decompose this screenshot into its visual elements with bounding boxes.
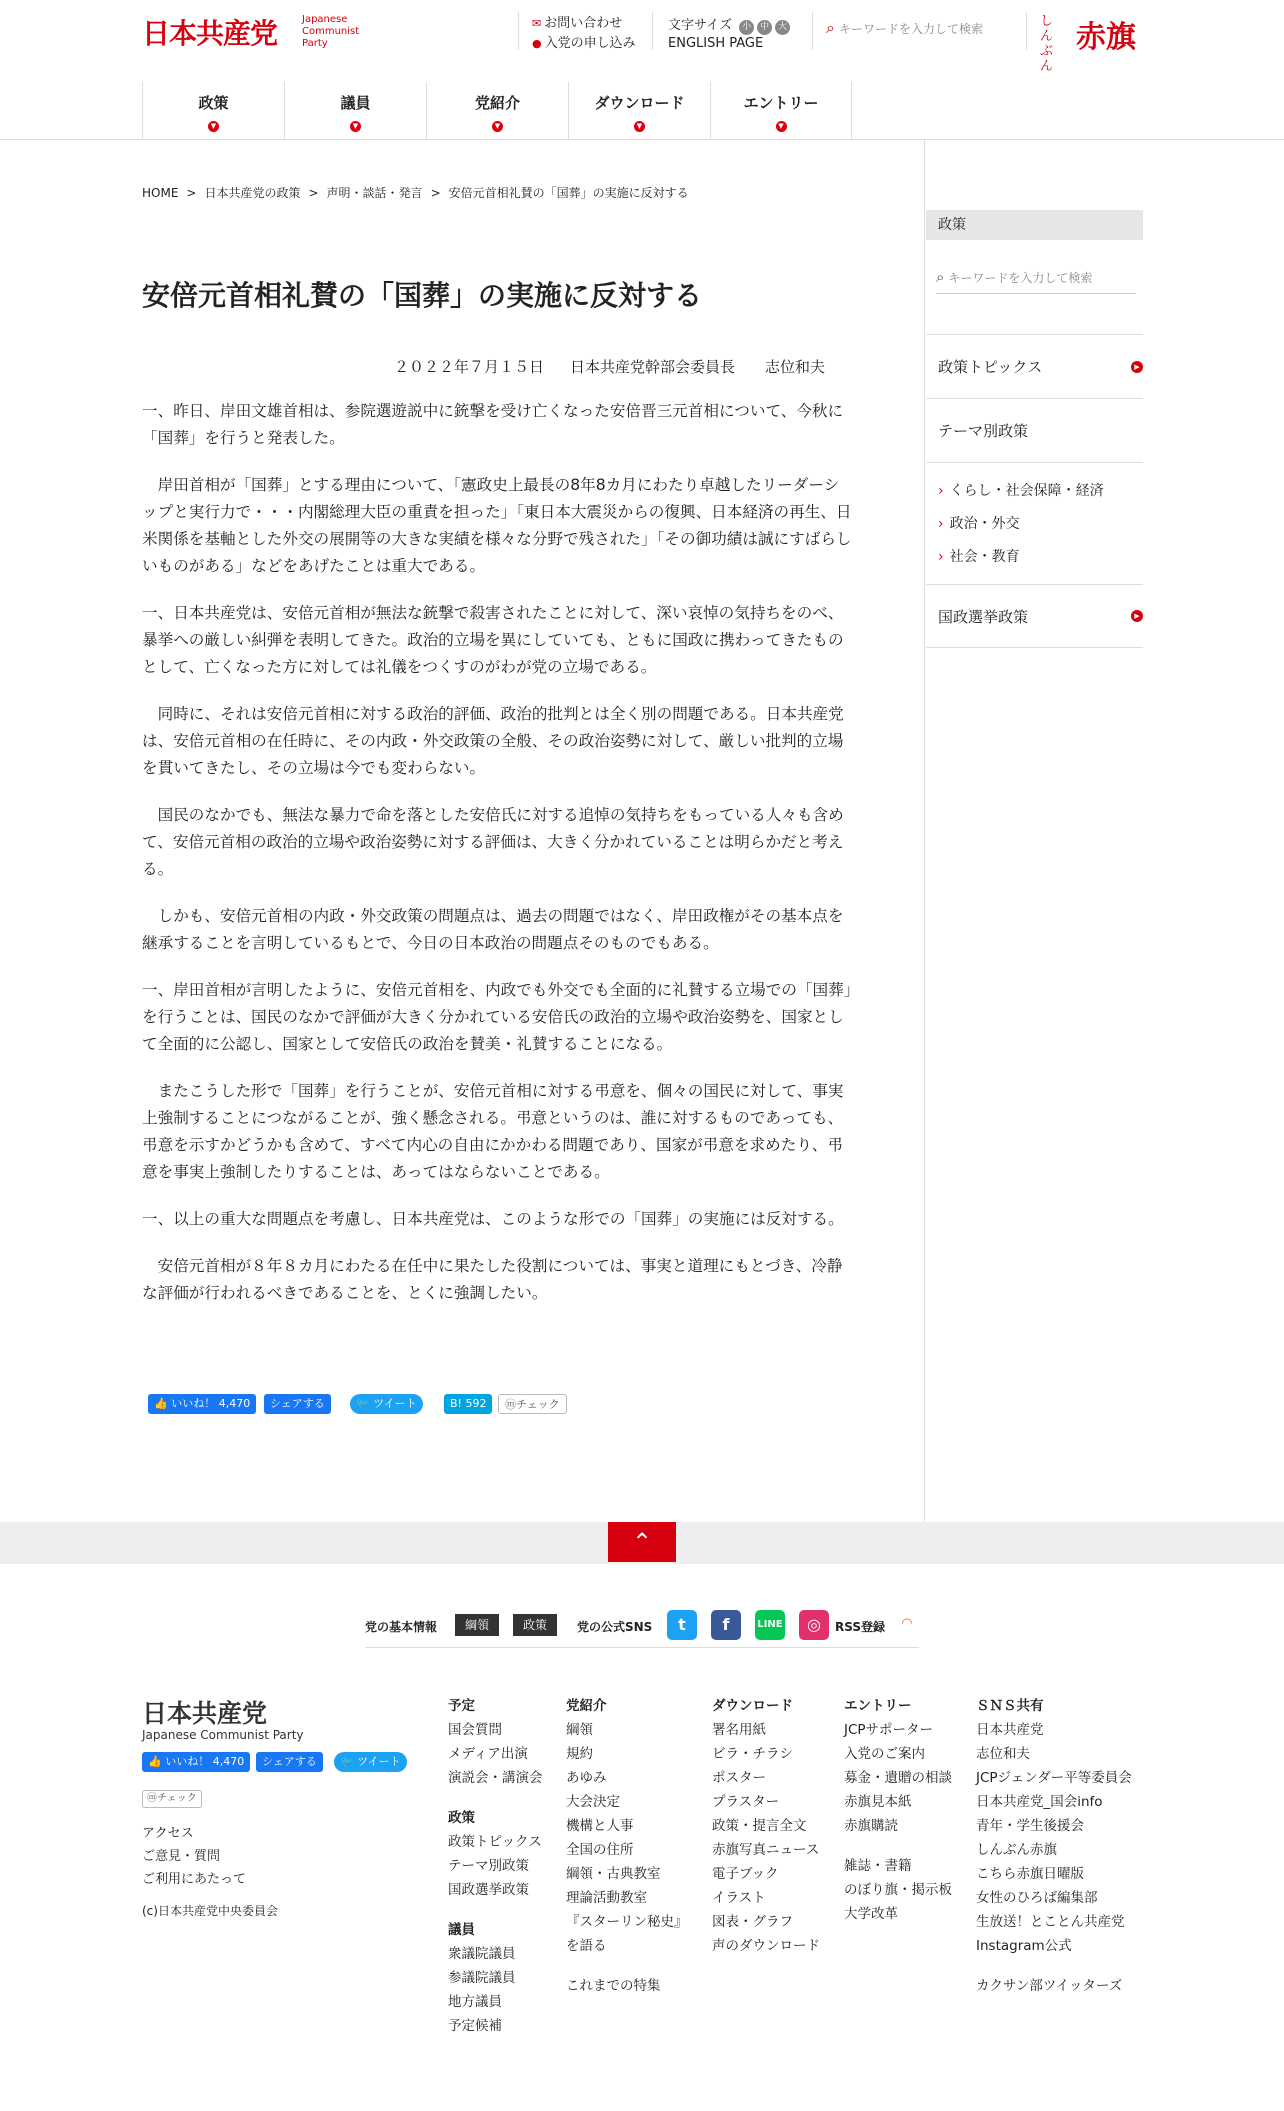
facebook-icon[interactable]: f	[711, 1610, 741, 1640]
footer-link[interactable]: プラスター	[712, 1794, 780, 1810]
copyright: (c)日本共産党中央委員会	[142, 1904, 278, 1918]
footer-link[interactable]: 大学改革	[844, 1906, 898, 1922]
footer-link[interactable]: イラスト	[712, 1890, 766, 1906]
footer-link[interactable]: 雑誌・書籍	[844, 1858, 912, 1874]
sidebar-heading: 政策	[926, 210, 1143, 240]
article-body	[142, 398, 852, 1327]
footer-link[interactable]: 国政選挙政策	[448, 1882, 529, 1898]
sidebar-item-theme[interactable]: テーマ別政策	[926, 398, 1143, 462]
footer-link[interactable]: テーマ別政策	[448, 1858, 529, 1874]
paragraph: またこうした形で「国葬」を行うことが、安倍元首相に対する弔意を、個々の国民に対して、事実上強制することにつながることが、強く懸念される。弔意というのは、誰に対するものであっても、弔意を示すかどうかも含めて、すべて内心の自由にかかわる問題であり、国家が弔意を求めたり、弔意を事実上強制したりすることは、あってはならないことである。	[142, 1082, 844, 1181]
font-size-medium-button[interactable]: 中	[757, 20, 772, 35]
footer-tweet-button[interactable]: 🐦 ツイート	[334, 1752, 407, 1772]
footer-link[interactable]: 赤旗購読	[844, 1818, 898, 1834]
footer-link[interactable]: 参議院議員	[448, 1970, 516, 1986]
footer-link[interactable]: 志位和夫	[976, 1746, 1030, 1762]
terms-link[interactable]: ご利用にあたって	[142, 1872, 247, 1887]
footer-link[interactable]: 日本共産党	[976, 1722, 1044, 1738]
footer-logo[interactable]: 日本共産党	[142, 1699, 268, 1728]
footer-link[interactable]: カクサン部ツイッターズ	[976, 1978, 1123, 1994]
policy-link[interactable]: 政策	[513, 1614, 557, 1636]
footer-link[interactable]: 赤旗写真ニュース	[712, 1842, 820, 1858]
sidebar-subitem-life[interactable]: › くらし・社会保障・経済	[938, 483, 1104, 499]
mixi-icon: ⓜ	[147, 1793, 157, 1804]
chevron-down-icon: ▼	[208, 121, 219, 132]
mixi-check-button[interactable]: ⓜチェック	[498, 1394, 567, 1414]
footer-link[interactable]: のぼり旗・掲示板	[844, 1882, 952, 1898]
footer-link[interactable]: これまでの特集	[566, 1978, 661, 1994]
nav-item-about[interactable]: 党紹介 ▼	[426, 82, 568, 140]
instagram-icon[interactable]: ◎	[799, 1610, 829, 1640]
footer-link[interactable]: 図表・グラフ	[712, 1914, 793, 1930]
sidebar-item-topics[interactable]: 政策トピックス ▶	[926, 334, 1143, 398]
mixi-icon: ⓜ	[505, 1398, 516, 1411]
site-header: 日本共産党 Japanese Communist Party ✉ お問い合わせ ● 入党の申し込み 文字サイズ 小 中 大 ENGLISH PAGE ⌕ キーワードを入力して検索 しん ぶん 赤旗 政策 ▼ 議員 ▼ 党紹介 ▼ ダウンロード ▼ エントリー ▼	[0, 0, 1284, 140]
paragraph: 一、以上の重大な問題点を考慮し、日本共産党は、このような形での「国葬」の実施には反対する。	[142, 1210, 844, 1228]
paragraph: 岸田首相が「国葬」とする理由について、「憲政史上最長の8年8カ月にわたり卓越したリーダーシップと実行力で・・・内閣総理大臣の重責を担った」「東日本大震災からの復興、日本経済の再生、日米関係を基軸とした外交の展開等の大きな実績を様々な分野で残された」「その御功績は誠にすばらしいものがある」などをあげたことは重大である。	[142, 476, 852, 575]
main-nav	[142, 82, 852, 140]
search-icon: ⌕	[826, 18, 835, 37]
rss-icon[interactable]: ◠	[897, 1614, 917, 1634]
footer-links	[142, 1822, 246, 1891]
footer-link[interactable]: Instagram公式	[976, 1938, 1072, 1954]
footer-link[interactable]: JCPサポーター	[844, 1722, 934, 1738]
footer-link[interactable]: 赤旗見本紙	[844, 1794, 912, 1810]
footer-like-button[interactable]: 👍 いいね！ 4,470	[142, 1752, 250, 1772]
chevron-down-icon: ▼	[634, 121, 645, 132]
facebook-share-button[interactable]: シェアする	[264, 1394, 331, 1414]
footer-link[interactable]: 入党のご案内	[844, 1746, 925, 1762]
footer-link[interactable]: メディア出演	[448, 1746, 528, 1762]
access-link[interactable]: アクセス	[142, 1826, 194, 1841]
search-icon: ⌕	[936, 268, 945, 286]
footer-link[interactable]: JCPジェンダー平等委員会	[976, 1770, 1132, 1786]
footer-link[interactable]: 理論活動教室	[566, 1890, 647, 1906]
footer-link[interactable]: ビラ・チラシ	[712, 1746, 793, 1762]
chevron-right-icon: ›	[938, 549, 944, 565]
paragraph: 一、岸田首相が言明したように、安倍元首相を、内政でも外交でも全面的に礼賛する立場での「国葬」を行うことは、国民のなかで評価が大きく分かれている安倍氏の政治的立場や政治姿勢を、国家として全面的に公認し、国家として安倍氏の政治を賛美・礼賛することになる。	[142, 981, 852, 1053]
footer-link[interactable]: 声のダウンロード	[712, 1938, 820, 1954]
footer-link[interactable]: 衆議院議員	[448, 1946, 516, 1962]
footer-link[interactable]: しんぶん赤旗	[976, 1842, 1057, 1858]
arrow-circle-icon: ●	[532, 37, 542, 50]
footer-column-entry: エントリー JCPサポーター 入党のご案内 募金・遺贈の相談 赤旗見本紙 赤旗購読 雑誌・書籍 のぼり旗・掲示板 大学改革	[844, 1694, 952, 1926]
footer-link[interactable]: を語る	[566, 1938, 607, 1954]
join-link[interactable]: ● 入党の申し込み	[532, 36, 636, 51]
site-logo-en: Japanese Communist Party	[302, 14, 360, 49]
font-size-large-button[interactable]: 大	[775, 20, 790, 35]
footer-link[interactable]: 演説会・講演会	[448, 1770, 543, 1786]
footer-info-bar: 党の基本情報 綱領 政策 党の公式SNS t f LINE ◎ RSS登録 ◠	[365, 1608, 919, 1648]
article-date: ２０２２年７月１５日	[394, 358, 545, 376]
facebook-like-button[interactable]: 👍 いいね！ 4,470	[148, 1394, 256, 1414]
breadcrumb-policy[interactable]: 日本共産党の政策	[204, 186, 301, 200]
footer-link[interactable]: 地方議員	[448, 1994, 502, 2010]
thumbs-up-icon: 👍	[154, 1397, 168, 1410]
footer-link[interactable]: 『スターリン秘史』	[566, 1914, 688, 1930]
thumbs-up-icon: 👍	[148, 1755, 162, 1768]
footer-mixi-check-button[interactable]: ⓜチェック	[142, 1790, 202, 1808]
chevron-right-icon: ▶	[1131, 361, 1143, 373]
footer-link[interactable]: 女性のひろば編集部	[976, 1890, 1098, 1906]
sidebar-subitem-politics[interactable]: › 政治・外交	[938, 516, 1020, 532]
mail-icon: ✉	[532, 17, 542, 30]
back-to-top-button[interactable]	[608, 1522, 676, 1562]
twitter-icon: 🐦	[356, 1397, 370, 1410]
footer-link[interactable]: 生放送！とことん共産党	[976, 1914, 1125, 1930]
hatena-bookmark-button[interactable]: B! 592	[444, 1394, 492, 1414]
chevron-down-icon: ▼	[350, 121, 361, 132]
breadcrumb: HOME > 日本共産党の政策 > 声明・談話・発言 > 安倍元首相礼賛の「国葬」の実施に反対する	[142, 186, 689, 200]
article-byline	[394, 356, 858, 377]
footer-link[interactable]: 大会決定	[566, 1794, 620, 1810]
breadcrumb-home[interactable]: HOME	[142, 186, 179, 200]
nav-item-members[interactable]: 議員 ▼	[284, 82, 426, 140]
footer-link[interactable]: こちら赤旗日曜版	[976, 1866, 1084, 1882]
page-title: 安倍元首相礼賛の「国葬」の実施に反対する	[142, 279, 703, 312]
english-page-link[interactable]: ENGLISH PAGE	[668, 36, 764, 51]
footer-link[interactable]: ポスター	[712, 1770, 766, 1786]
paragraph: 同時に、それは安倍元首相に対する政治的評価、政治的批判とは全く別の問題である。日本共産党は、安倍元首相の在任時に、その内政・外交政策の全般、その政治姿勢に対して、厳しい批判的立場を貫いてきたし、その立場は今でも変わらない。	[142, 705, 844, 777]
breadcrumb-current: 安倍元首相礼賛の「国葬」の実施に反対する	[448, 186, 689, 200]
feedback-link[interactable]: ご意見・質問	[142, 1849, 221, 1864]
twitter-icon: 🐦	[340, 1755, 354, 1768]
footer-column-download: ダウンロード 署名用紙 ビラ・チラシ ポスター プラスター 政策・提言全文 赤旗写真ニュース 電子ブック イラスト 図表・グラフ 声のダウンロード	[712, 1694, 820, 1958]
footer-link[interactable]: 政策トピックス	[448, 1834, 542, 1850]
paragraph: 一、昨日、岸田文雄首相は、参院選遊説中に銃撃を受け亡くなった安倍晋三元首相について、今秋に「国葬」を行うと発表した。	[142, 402, 844, 447]
twitter-icon[interactable]: t	[667, 1610, 697, 1640]
footer-link[interactable]: 全国の住所	[566, 1842, 634, 1858]
chevron-down-icon: ▼	[776, 121, 787, 132]
chevron-right-icon: ›	[938, 483, 944, 499]
chevron-right-icon: ›	[938, 516, 944, 532]
chevron-up-icon: ⌃	[631, 1528, 653, 1556]
nav-item-entry[interactable]: エントリー ▼	[710, 82, 852, 140]
chevron-right-icon: ▶	[1131, 610, 1143, 622]
footer-link[interactable]: 電子ブック	[712, 1866, 779, 1882]
footer-link[interactable]: 規約	[566, 1746, 593, 1762]
footer-logo-en: Japanese Communist Party	[142, 1728, 304, 1742]
footer-column-about: 党紹介 綱領 規約 あゆみ 大会決定 機構と人事 全国の住所 綱領・古典教室 理論活動教室 『スターリン秘史』 を語る これまでの特集	[566, 1694, 688, 1998]
footer-link[interactable]: 募金・遺贈の相談	[844, 1770, 952, 1786]
font-size-small-button[interactable]: 小	[739, 20, 754, 35]
footer-link[interactable]: 国会質問	[448, 1722, 502, 1738]
footer-column-sns: ＳＮＳ共有 日本共産党 志位和夫 JCPジェンダー平等委員会 日本共産党_国会info 青年・学生後援会 しんぶん赤旗 こちら赤旗日曜版 女性のひろば編集部 生放送！とことん共産党 Instagram公式 カクサン部ツイッターズ	[976, 1694, 1132, 1998]
footer-link[interactable]: 綱領・古典教室	[566, 1866, 661, 1882]
nav-item-policy[interactable]: 政策 ▼	[142, 82, 284, 140]
header-search-input[interactable]: ⌕ キーワードを入力して検索	[826, 18, 983, 37]
footer-link[interactable]: 予定候補	[448, 2018, 502, 2034]
font-size-control: 文字サイズ 小 中 大	[668, 14, 790, 35]
paragraph: しかも、安倍元首相の内政・外交政策の問題点は、過去の問題ではなく、岸田政権がその基本点を継承することを言明しているもとで、今日の日本政治の問題点そのものでもある。	[142, 907, 844, 952]
article-author: 日本共産党幹部会委員長 志位和夫	[570, 358, 826, 376]
footer-column-schedule: 予定 国会質問 メディア出演 演説会・講演会 政策 政策トピックス テーマ別政策 国政選挙政策 議員 衆議院議員 参議院議員 地方議員 予定候補	[448, 1694, 543, 2038]
sidebar-subitem-society[interactable]: › 社会・教育	[938, 549, 1020, 565]
footer-link[interactable]: 署名用紙	[712, 1722, 766, 1738]
contact-link[interactable]: ✉ お問い合わせ	[532, 16, 623, 31]
footer-link[interactable]: 青年・学生後援会	[976, 1818, 1084, 1834]
footer-link[interactable]: あゆみ	[566, 1770, 607, 1786]
paragraph: 国民のなかでも、無法な暴力で命を落とした安倍氏に対する追悼の気持ちをもっている人々も含めて、安倍元首相の政治的立場や政治姿勢に対する評価は、大きく分かれていることは明らかだと考える。	[142, 806, 844, 878]
tweet-button[interactable]: 🐦 ツイート	[350, 1394, 423, 1414]
footer-link[interactable]: 日本共産党_国会info	[976, 1794, 1103, 1810]
footer-link[interactable]: 機構と人事	[566, 1818, 634, 1834]
site-logo[interactable]: 日本共産党	[142, 17, 278, 50]
platform-link[interactable]: 綱領	[455, 1614, 499, 1636]
footer-share-button[interactable]: シェアする	[256, 1752, 323, 1772]
sidebar-item-election[interactable]: 国政選挙政策 ▶	[926, 584, 1143, 648]
paragraph: 一、日本共産党は、安倍元首相が無法な銃撃で殺害されたことに対して、深い哀悼の気持ちをのべ、暴挙への厳しい糾弾を表明してきた。政治的立場を異にしていても、ともに国政に携わってきたものとして、亡くなった方に対しては礼儀をつくすのがわが党の立場である。	[142, 604, 844, 676]
breadcrumb-statements[interactable]: 声明・談話・発言	[326, 186, 423, 200]
footer-link[interactable]: 政策・提言全文	[712, 1818, 807, 1834]
line-icon[interactable]: LINE	[755, 1610, 785, 1640]
paragraph: 安倍元首相が８年８カ月にわたる在任中に果たした役割については、事実と道理にもとづき、冷静な評価が行われるべきであることを、とくに強調したい。	[142, 1257, 843, 1302]
sidebar-search-input[interactable]: ⌕ キーワードを入力して検索	[936, 260, 1136, 294]
chevron-down-icon: ▼	[492, 121, 503, 132]
nav-item-download[interactable]: ダウンロード ▼	[568, 82, 710, 140]
footer-link[interactable]: 綱領	[566, 1722, 593, 1738]
